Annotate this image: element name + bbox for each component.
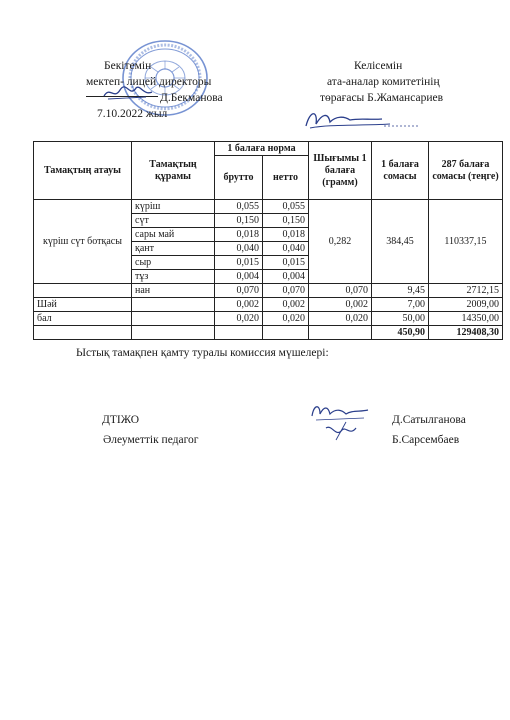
ingredient-gross: 0,018 [215, 228, 263, 242]
totals-row [34, 326, 503, 340]
agreement-name: төрағасы Б.Жамансариев [320, 92, 444, 104]
item-total: 14350,00 [429, 312, 503, 326]
item-name: нан [132, 284, 215, 298]
table-row [34, 284, 503, 298]
ingredient-gross: 0,150 [215, 214, 263, 228]
dish-cost: 384,45 [372, 200, 429, 284]
ingredient-net: 0,015 [263, 256, 309, 270]
item-output: 0,002 [309, 298, 372, 312]
item-gross: 0,020 [215, 312, 263, 326]
dish-output: 0,282 [309, 200, 372, 284]
ingredient-net: 0,055 [263, 200, 309, 214]
ingredient-gross: 0,015 [215, 256, 263, 270]
commission-signatures [306, 398, 372, 444]
table-row [34, 312, 503, 326]
member-name: Б.Сарсембаев [392, 434, 460, 446]
item-cost: 50,00 [372, 312, 429, 326]
ingredient-net: 0,018 [263, 228, 309, 242]
item-output: 0,070 [309, 284, 372, 298]
item-total: 2712,15 [429, 284, 503, 298]
header-total: 287 балаға сомасы (теңге) [429, 142, 503, 200]
dish-name: күріш сүт ботқасы [34, 200, 132, 284]
item-cost: 7,00 [372, 298, 429, 312]
director-signature [100, 82, 156, 104]
item-cost: 9,45 [372, 284, 429, 298]
ingredient-name: күріш [132, 200, 215, 214]
approval-title: Бекітемін [104, 60, 152, 72]
ingredient-net: 0,150 [263, 214, 309, 228]
agreement-position: ата-аналар комитетінің [327, 76, 440, 88]
ingredient-name: сыр [132, 256, 215, 270]
ingredient-name: тұз [132, 270, 215, 284]
agreement-title: Келісемін [354, 60, 403, 72]
item-gross: 0,002 [215, 298, 263, 312]
grand-total: 129408,30 [429, 326, 503, 340]
ingredient-name: қант [132, 242, 215, 256]
menu-table [33, 141, 503, 340]
ingredient-name: сары май [132, 228, 215, 242]
ingredient-net: 0,040 [263, 242, 309, 256]
table-row [34, 298, 503, 312]
item-net: 0,070 [263, 284, 309, 298]
item-name: Шәй [34, 298, 132, 312]
header-food-name: Тамақтың атауы [34, 142, 132, 200]
ingredient-gross: 0,004 [215, 270, 263, 284]
header-net: нетто [263, 156, 309, 200]
committee-signature [300, 104, 420, 134]
item-name: бал [34, 312, 132, 326]
member-role: ДТІЖО [102, 414, 140, 426]
approval-date: 7.10.2022 жыл [97, 108, 168, 120]
header-norm: 1 балаға норма [215, 142, 309, 156]
item-output: 0,020 [309, 312, 372, 326]
header-gross: брутто [215, 156, 263, 200]
item-net: 0,020 [263, 312, 309, 326]
approval-position: мектеп- лицей директоры [86, 76, 212, 88]
header-output: Шығымы 1 балаға (грамм) [309, 142, 372, 200]
item-net: 0,002 [263, 298, 309, 312]
ingredient-gross: 0,055 [215, 200, 263, 214]
approval-name: Д.Бекманова [160, 92, 223, 104]
header-composition: Тамақтың құрамы [132, 142, 215, 200]
item-total: 2009,00 [429, 298, 503, 312]
member-name: Д.Сатылганова [392, 414, 466, 426]
item-gross: 0,070 [215, 284, 263, 298]
dish-total: 110337,15 [429, 200, 503, 284]
ingredient-name: сүт [132, 214, 215, 228]
total-cost: 450,90 [372, 326, 429, 340]
member-role: Әлеуметтік педагог [103, 434, 199, 446]
commission-heading: Ыстық тамақпен қамту туралы комиссия мүшелері: [76, 347, 329, 359]
ingredient-gross: 0,040 [215, 242, 263, 256]
table-row [34, 200, 503, 214]
header-cost-per-child: 1 балаға сомасы [372, 142, 429, 200]
ingredient-net: 0,004 [263, 270, 309, 284]
